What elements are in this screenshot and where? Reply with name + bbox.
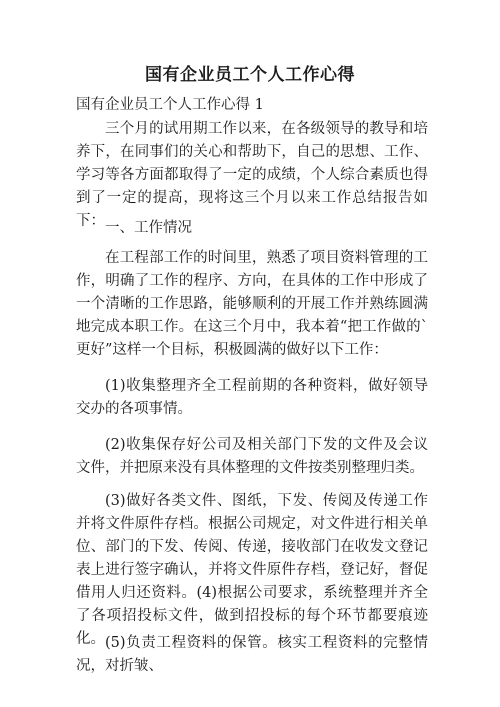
work-summary-paragraph: 在工程部工作的时间里，熟悉了项目资料管理的工作，明确了工作的程序、方向，在具体的工作中形成了一个清晰的工作思路，能够顺利的开展工作并熟练圆满地完成本职工作。在这三个月中，我本着“把工作做的`更好”这样一个目标，积极圆满的做好以下工作：	[76, 250, 428, 358]
section-heading-work: 一、工作情况	[105, 220, 192, 236]
document-subheading: 国有企业员工个人工作心得 1	[76, 97, 264, 113]
list-item-5: (5)负责工程资料的保管。核实工程资料的完整情况，对折皱、	[76, 635, 428, 674]
list-item-3-4: (3)做好各类文件、图纸，下发、传阅及传递工作并将文件原件存档。根据公司规定，对文件进行相关单位、部门的下发、传阅、传递，接收部门在收发文登记表上进行签字确认，并将文件原件存档，登记好，督促借用人归还资料。(4)根据公司要求，系统整理并齐全了各项招投标文件，做到招投标的每个环节都要痕迹化。	[76, 493, 428, 647]
list-item-2: (2)收集保存好公司及相关部门下发的文件及会议文件，并把原来没有具体整理的文件按类别整理归类。	[76, 437, 428, 476]
document-title: 国有企业员工个人工作心得	[145, 65, 355, 85]
intro-paragraph: 三个月的试用期工作以来，在各级领导的教导和培养下，在同事们的关心和帮助下，自己的思想、工作、学习等各方面都取得了一定的成绩，个人综合素质也得到了一定的提高，现将这三个月以来工作总结报告如下：	[76, 121, 428, 229]
list-item-1: (1)收集整理齐全工程前期的各种资料，做好领导交办的各项事情。	[76, 378, 428, 417]
